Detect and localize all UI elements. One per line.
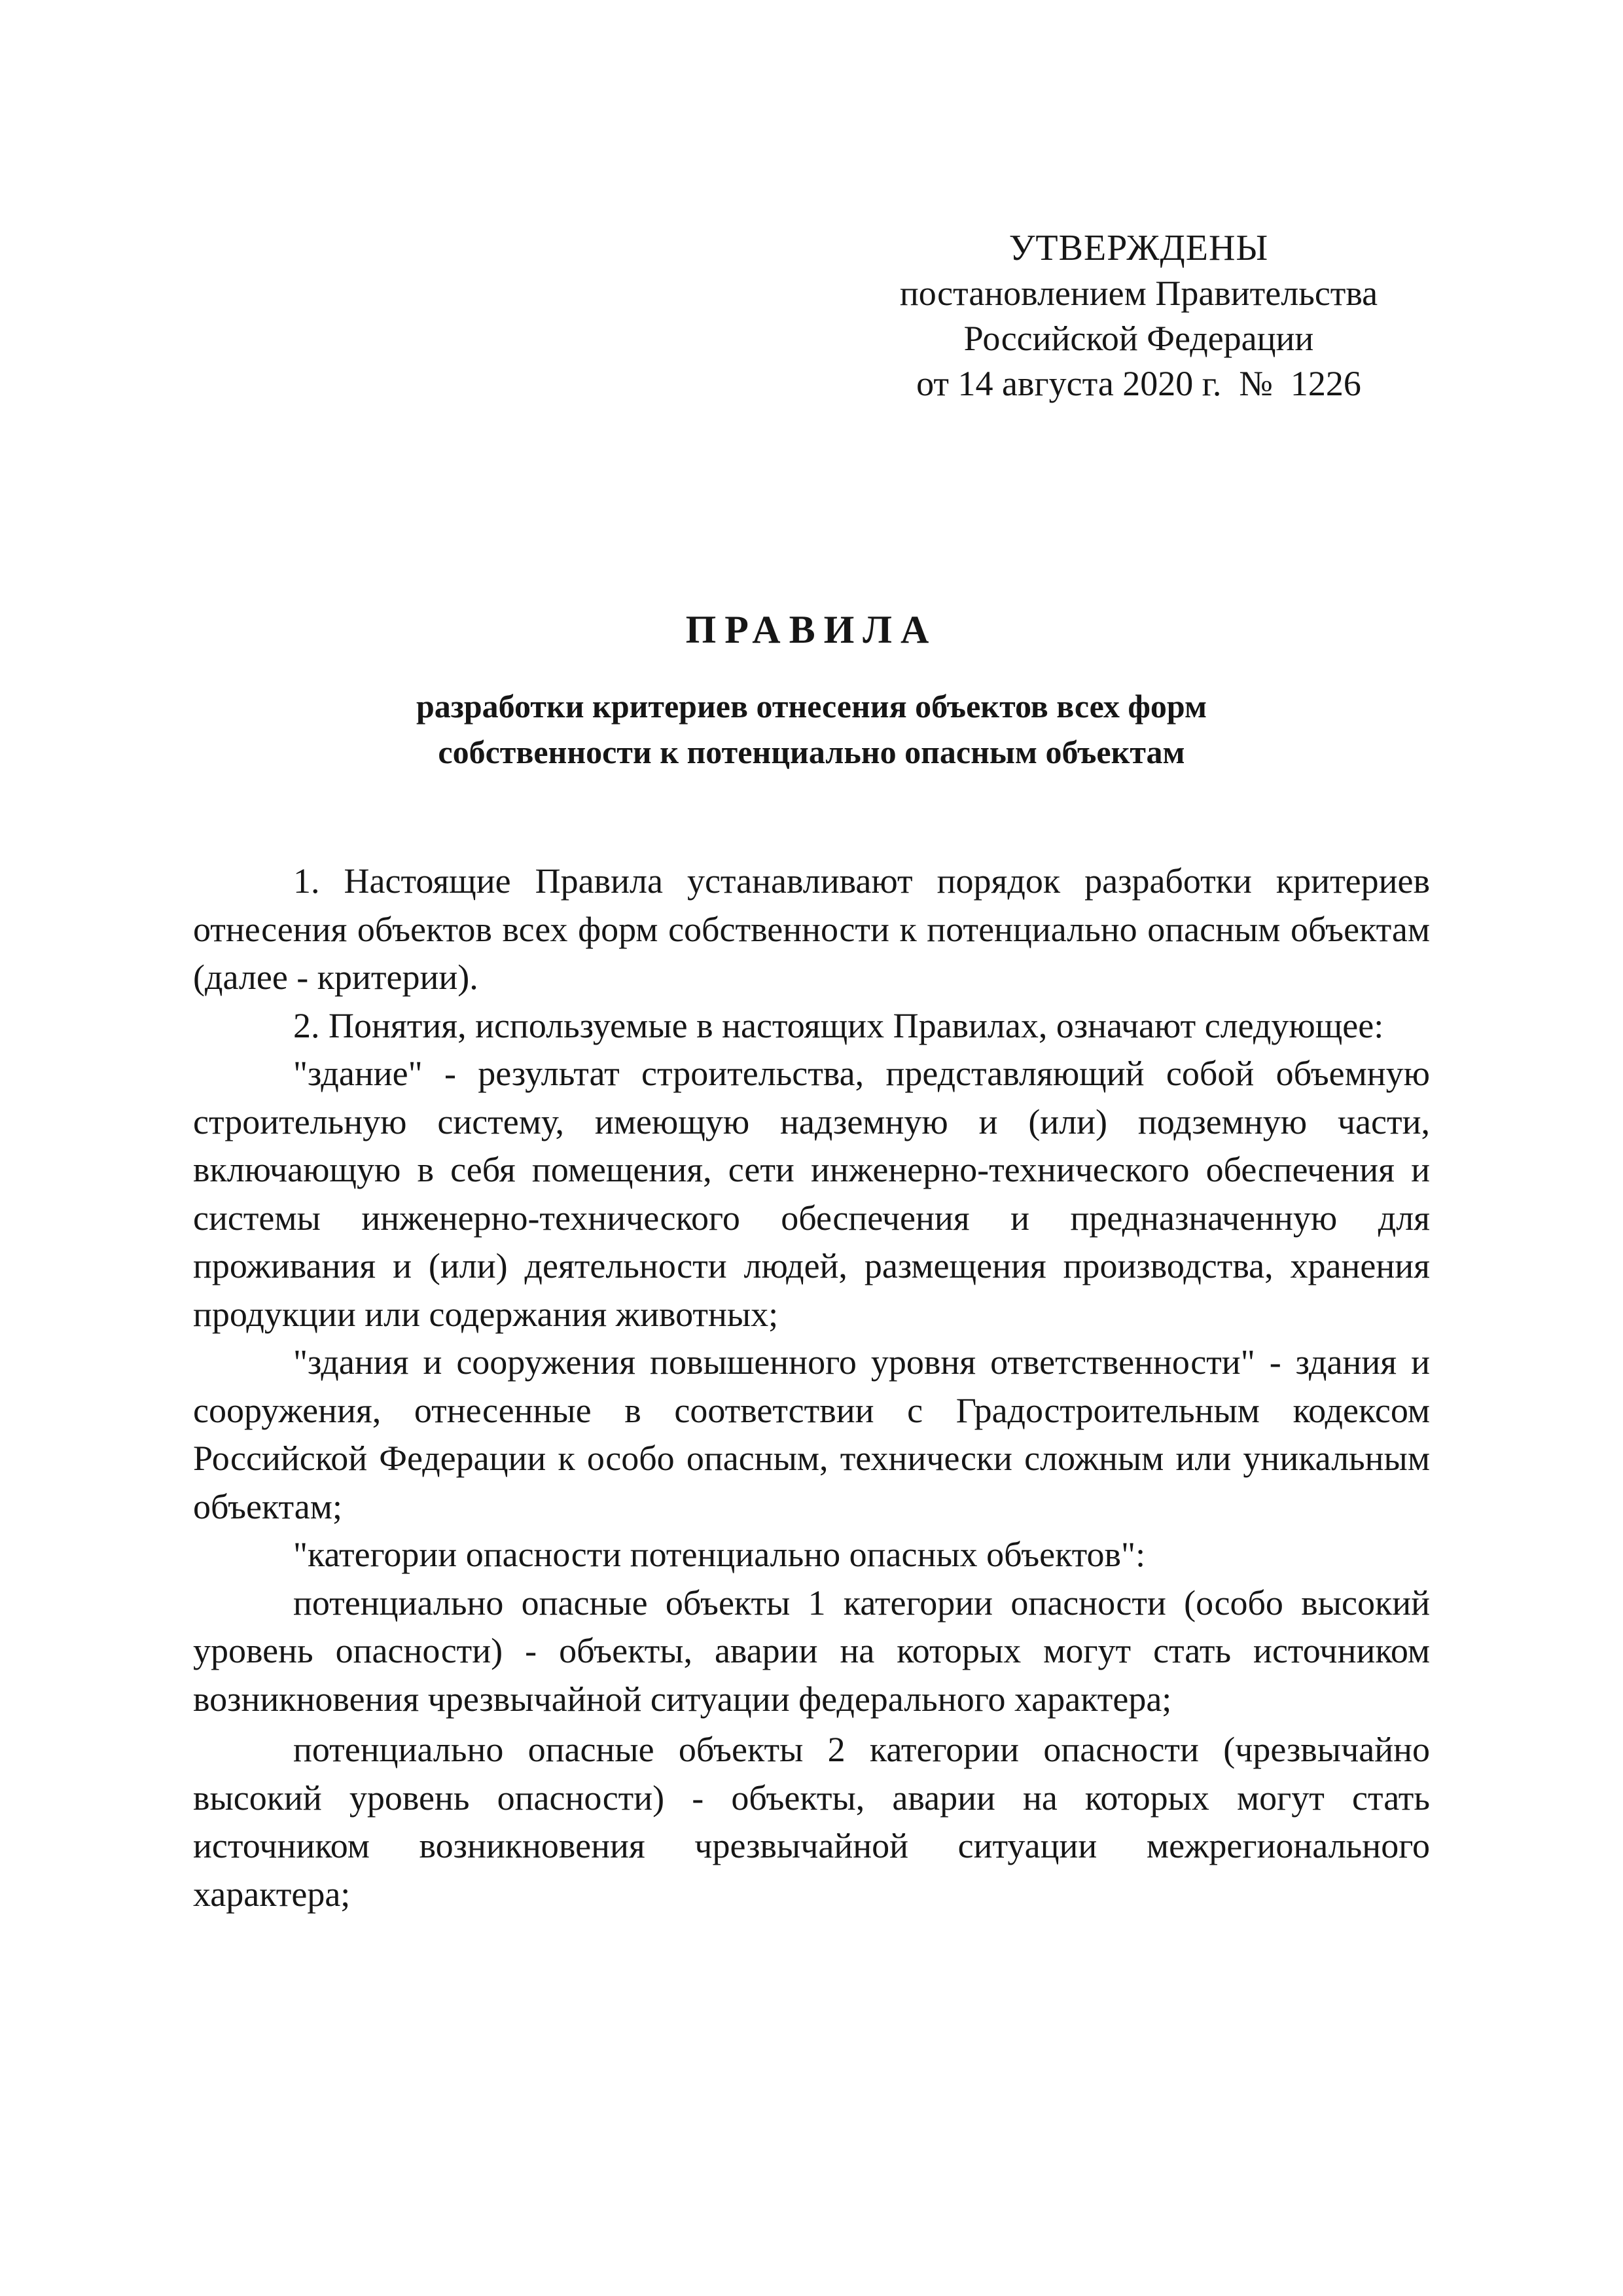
paragraph-1: 1. Настоящие Правила устанавливают порядок разработки критериев отнесения объектов всех форм собственности к потенциально опасным объектам (далее - критерии). — [193, 861, 1430, 997]
approved-heading: УТВЕРЖДЕНЫ — [1008, 228, 1269, 268]
subtitle-line-2: собственности к потенциально опасным объектам — [438, 734, 1185, 770]
approval-line-federation: Российской Федерации — [963, 319, 1314, 358]
title-block — [191, 603, 1432, 775]
subtitle-line-1: разработки критериев отнесения объектов всех форм — [416, 688, 1207, 725]
paragraph-definition-building: "здание" - результат строительства, представляющий собой объемную строительную систему, имеющую надземную и (или) подземную части, включающую в себя помещения, сети инженерно-технического обеспечения и системы инженерно-технического обеспечения и предназначенную для проживания и (или) деятельности людей, размещения производства, хранения продукции или содержания животных; — [193, 1054, 1430, 1334]
document-title: ПРАВИЛА — [685, 608, 938, 651]
approval-line-decree: постановлением Правительства — [899, 274, 1378, 313]
paragraph-definition-categories: "категории опасности потенциально опасных объектов": — [293, 1535, 1146, 1574]
paragraph-2: 2. Понятия, используемые в настоящих Правилах, означают следующее: — [293, 1005, 1384, 1045]
paragraph-definition-high-responsibility: "здания и сооружения повышенного уровня ответственности" - здания и сооружения, отнесенные в соответствии с Градостроительным кодексом Российской Федерации к особо опасным, технически сложным или уникальным объектам; — [193, 1342, 1430, 1526]
approval-line-date-number: от 14 августа 2020 г. № 1226 — [916, 364, 1361, 403]
approval-block — [851, 226, 1427, 406]
paragraph-category-1: потенциально опасные объекты 1 категории опасности (особо высокий уровень опасности) - объекты, аварии на которых могут стать источником возникновения чрезвычайной ситуации федерального характера; — [193, 1583, 1430, 1719]
document-body — [193, 857, 1430, 1918]
paragraph-category-2: потенциально опасные объекты 2 категории опасности (чрезвычайно высокий уровень опасности) - объекты, аварии на которых могут стать источником возникновения чрезвычайной ситуации межрегионального характера; — [193, 1730, 1430, 1914]
document-subtitle — [191, 683, 1432, 775]
